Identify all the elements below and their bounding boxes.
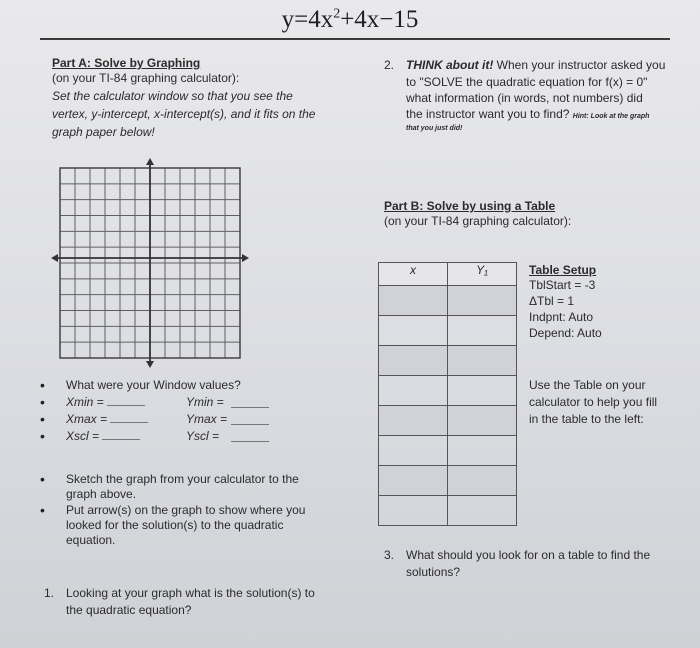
use-table-line-3: in the table to the left: — [529, 412, 644, 426]
table-cell[interactable] — [379, 466, 448, 496]
question-1-line-1: Looking at your graph what is the solution(s) to — [66, 586, 315, 600]
question-2-line-4-text: the instructor want you to find? — [406, 107, 570, 121]
question-2-line-1 — [406, 58, 665, 73]
arrow-instruction-2: looked for the solution(s) to the quadratic — [66, 518, 284, 532]
yscl-blank[interactable] — [231, 431, 269, 442]
sketch-instruction-1: Sketch the graph from your calculator to the — [66, 472, 299, 486]
question-2-line-1-text: When your instructor asked you — [493, 58, 666, 72]
question-2-line-2: to "SOLVE the quadratic equation for f(x) = 0" — [406, 75, 648, 89]
bullet-icon: • — [40, 411, 45, 427]
ymin-label: Ymin = — [186, 395, 224, 409]
table-cell[interactable] — [448, 376, 517, 406]
equation-base: y=4x — [281, 6, 334, 33]
table-cell[interactable] — [379, 406, 448, 436]
xscl-label: Xscl = — [66, 429, 100, 443]
bullet-icon: • — [40, 471, 45, 487]
table-cell[interactable] — [379, 346, 448, 376]
sketch-instruction-1-cont: graph above. — [66, 487, 137, 501]
question-2-number: 2. — [384, 58, 395, 72]
question-1-number: 1. — [44, 586, 55, 600]
use-table-line-2: calculator to help you fill — [529, 395, 658, 409]
x-axis-right-arrow — [242, 254, 249, 262]
column-y1-header: Y₁ — [448, 263, 517, 286]
column-x-header: x — [379, 263, 448, 286]
part-a-instruction-1: Set the calculator window so that you see the — [52, 89, 293, 103]
value-table — [378, 262, 517, 526]
part-a-subheading: (on your TI-84 graphing calculator): — [52, 71, 240, 85]
question-1-line-2: the quadratic equation? — [66, 603, 192, 617]
table-cell[interactable] — [379, 376, 448, 406]
xmax-blank[interactable] — [110, 412, 148, 423]
title-divider — [40, 38, 670, 40]
table-setup-delta: ΔTbl = 1 — [529, 294, 575, 308]
table-cell[interactable] — [448, 316, 517, 346]
part-b-heading: Part B: Solve by using a Table — [384, 199, 556, 213]
think-about-it: THINK about it! — [406, 58, 494, 72]
bullet-icon: • — [40, 502, 45, 518]
yscl-label: Yscl = — [186, 429, 220, 443]
part-b-subheading: (on your TI-84 graphing calculator): — [384, 214, 572, 228]
equation-exponent: 2 — [333, 6, 341, 22]
y-axis-down-arrow — [146, 361, 154, 368]
arrow-instruction-1: Put arrow(s) on the graph to show where you — [66, 503, 306, 517]
question-3-number: 3. — [384, 548, 395, 562]
sketch-instructions-list — [40, 472, 340, 548]
ymax-blank[interactable] — [231, 414, 269, 425]
table-cell[interactable] — [448, 346, 517, 376]
table-cell[interactable] — [448, 436, 517, 466]
table-cell[interactable] — [379, 436, 448, 466]
part-a-heading: Part A: Solve by Graphing — [52, 56, 201, 70]
table-cell[interactable] — [379, 286, 448, 316]
question-3-line-2: solutions? — [406, 565, 461, 579]
x-axis-left-arrow — [51, 254, 58, 262]
table-cell[interactable] — [379, 316, 448, 346]
table-setup-depend: Depend: Auto — [529, 326, 602, 340]
question-2-line-4 — [406, 107, 649, 124]
part-a-instruction-2: vertex, y-intercept, x-intercept(s), and it fits on the — [52, 107, 316, 121]
table-cell[interactable] — [379, 496, 448, 526]
use-table-line-1: Use the Table on your — [529, 378, 646, 392]
table-setup-start: TblStart = -3 — [529, 278, 596, 292]
bullet-icon: • — [40, 394, 45, 410]
y-axis-up-arrow — [146, 158, 154, 165]
table-setup-indpnt: Indpnt: Auto — [529, 310, 594, 324]
window-question: What were your Window values? — [66, 378, 241, 392]
equation-title — [0, 6, 700, 34]
xmin-blank[interactable] — [107, 395, 145, 406]
hint-text-2: that you just did! — [406, 125, 463, 132]
table-cell[interactable] — [448, 466, 517, 496]
bullet-icon: • — [40, 377, 45, 393]
hint-text: Hint: Look at the graph — [572, 113, 650, 120]
table-cell[interactable] — [448, 496, 517, 526]
part-a-instruction-3: graph paper below! — [52, 125, 155, 139]
table-cell[interactable] — [448, 406, 517, 436]
question-2-line-3: what information (in words, not numbers) did — [406, 91, 643, 105]
table-setup-title: Table Setup — [529, 263, 597, 277]
equation-tail: +4x−15 — [340, 6, 419, 33]
window-values-list — [40, 378, 340, 446]
xmin-label: Xmin = — [66, 395, 104, 409]
xscl-blank[interactable] — [102, 429, 140, 440]
table-cell[interactable] — [448, 286, 517, 316]
ymin-blank[interactable] — [231, 397, 269, 408]
question-3-line-1: What should you look for on a table to find the — [406, 548, 651, 562]
arrow-instruction-3: equation. — [66, 533, 116, 547]
xmax-label: Xmax = — [66, 412, 108, 426]
graph-paper[interactable] — [50, 158, 250, 368]
ymax-label: Ymax = — [186, 412, 228, 426]
bullet-icon: • — [40, 428, 45, 444]
